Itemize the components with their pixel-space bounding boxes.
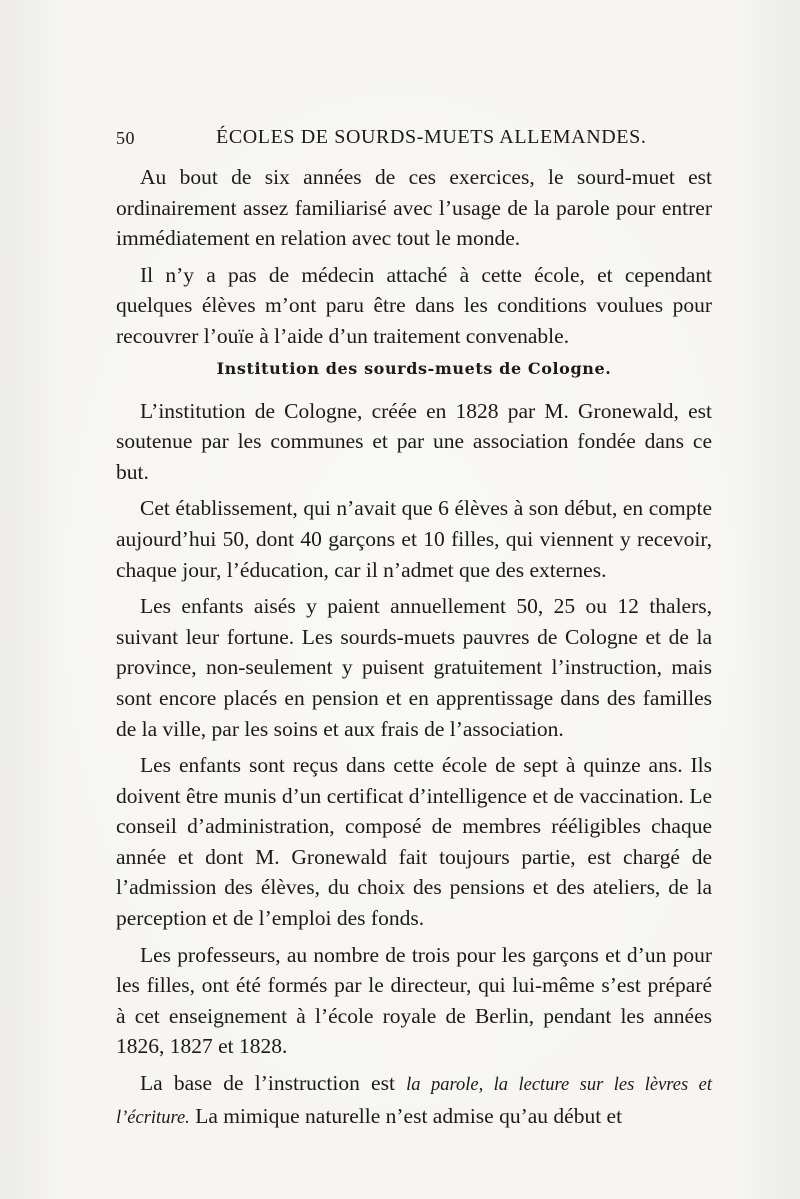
running-title: ÉCOLES DE SOURDS-MUETS ALLEMANDES. (216, 126, 647, 148)
paragraph: Les enfants sont reçus dans cette école de sept à quinze ans. Ils doivent être munis d’un certificat d’intelligence et de vaccination. Le conseil d’administration, composé de membres rééligibles chaque année et dont M. Gronewald fait toujours partie, est chargé de l’admission des élèves, du choix des pensions et des ateliers, de la perception et de l’emploi des fonds. (116, 753, 712, 931)
last-paragraph-end: La mimique naturelle n’est admise qu’au début et (189, 1103, 623, 1128)
emphasized-phrase: la parole, la lecture sur les lèvres et l’écriture. (116, 1075, 712, 1128)
page-header (116, 124, 716, 154)
paragraph: Il n’y a pas de médecin attaché à cette école, et cependant quelques élèves m’ont paru être dans les conditions voulues pour recouvrer l’ouïe à l’aide d’un traitement convenable. (116, 262, 712, 348)
paragraph: Au bout de six années de ces exercices, le sourd-muet est ordinairement assez familiarisé avec l’usage de la parole pour entrer immédiatement en relation avec tout le monde. (116, 165, 712, 251)
page-number: 50 (116, 128, 135, 148)
paragraph: Les enfants aisés y paient annuellement 50, 25 ou 12 thalers, suivant leur fortune. Les sourds-muets pauvres de Cologne et de la province, non-seulement y puisent gratuitement l’instruction, mais sont encore placés en pension et en apprentissage dans des familles de la ville, par les soins et aux frais de l’association. (116, 594, 712, 741)
page-body (116, 162, 712, 1139)
paragraph: L’institution de Cologne, créée en 1828 par M. Gronewald, est soutenue par les communes et par une association fondée dans ce but. (116, 398, 712, 484)
paragraph: Les professeurs, au nombre de trois pour les garçons et d’un pour les filles, ont été formés par le directeur, qui lui-même s’est préparé à cet enseignement à l’école royale de Berlin, pendant les années 1826, 1827 et 1828. (116, 942, 712, 1059)
section-heading: Institution des sourds-muets de Cologne. (216, 358, 612, 378)
last-paragraph-start: La base de l’instruction est (140, 1071, 407, 1096)
paragraph: Cet établissement, qui n’avait que 6 élèves à son début, en compte aujourd’hui 50, dont 40 garçons et 10 filles, qui viennent y recevoir, chaque jour, l’éducation, car il n’admet que des externes. (116, 496, 712, 582)
last-paragraph (116, 1068, 712, 1133)
